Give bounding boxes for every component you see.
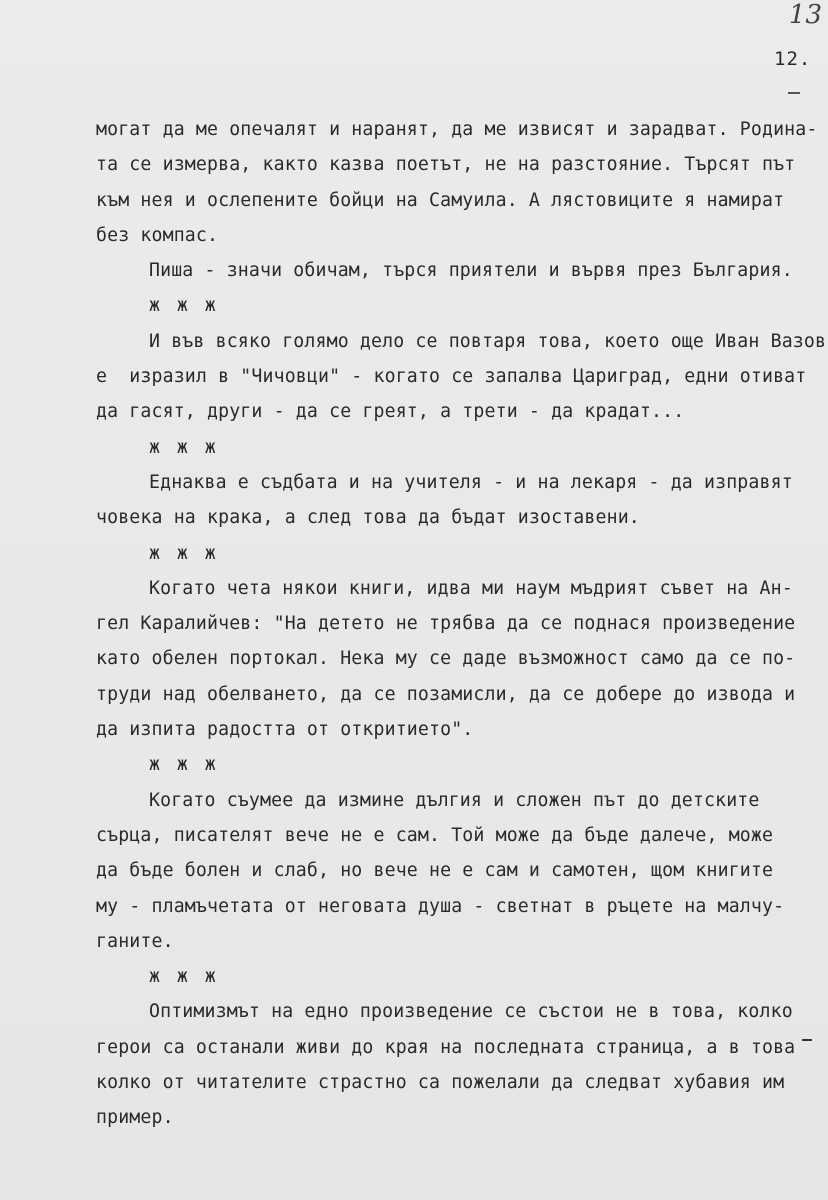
text-line: ганите.: [96, 930, 174, 952]
handwritten-page-number: 13: [788, 0, 822, 30]
text-line: та се измерва, както казва поетът, не на разстояние. Търсят път: [96, 154, 796, 176]
text-line: Еднаква е съдбата и на учителя - и на лекаря - да изправят: [149, 471, 793, 493]
text-line: Когато съумее да измине дългия и сложен път до детските: [149, 789, 760, 811]
text-line: да изпита радостта от откритието".: [96, 719, 474, 741]
margin-dash-mark: [802, 1039, 812, 1041]
section-separator: ж ж ж: [149, 295, 219, 317]
text-line: без компас.: [96, 224, 219, 246]
text-line: труди над обелването, да се позамисли, да се добере до извода и: [96, 683, 796, 705]
text-line: да бъде болен и слаб, но вече не е сам и самотен, щом книгите: [96, 860, 774, 882]
text-line: могат да ме опечалят и наранят, да ме извисят и зарадват. Родина-: [96, 119, 818, 140]
section-separator: ж ж ж: [149, 436, 219, 458]
section-separator: ж ж ж: [149, 542, 219, 564]
section-separator: ж ж ж: [149, 754, 219, 776]
text-line: сърца, писателят вече не е сам. Той може да бъде далече, може: [96, 824, 774, 846]
text-line: Когато чета някои книги, идва ми наум мъдрият съвет на Ан-: [149, 577, 793, 599]
text-line: като обелен портокал. Нека му се даде възможност само да се по-: [96, 648, 796, 670]
page-number-dash: [788, 92, 800, 94]
text-line: да гасят, други - да се греят, а трети - да крадат...: [96, 401, 685, 423]
text-line: е изразил в "Чичовци" - когато се запалва Цариград, едни отиват: [96, 366, 807, 388]
typed-page-number: 12.: [774, 48, 812, 70]
text-line: гел Каралийчев: "На детето не трябва да се поднася произведение: [96, 613, 796, 635]
text-line: И във всяко голямо дело се повтаря това, което още Иван Вазов: [149, 330, 827, 352]
text-line: човека на крака, а след това да бъдат изоставени.: [96, 507, 640, 529]
text-line: герои са останали живи до края на последната страница, а в това: [96, 1036, 796, 1058]
text-line: Оптимизмът на едно произведение се състои не в това, колко: [149, 1001, 793, 1023]
section-separator: ж ж ж: [149, 966, 219, 988]
text-line: Пиша - значи обичам, търся приятели и вървя през България.: [149, 260, 793, 282]
text-line: му - пламъчетата от неговата душа - светнат в ръцете на малчу-: [96, 895, 785, 917]
body-text: [96, 112, 827, 1136]
text-line: пример.: [96, 1107, 174, 1129]
text-line: колко от читателите страстно са пожелали да следват хубавия им: [96, 1072, 785, 1094]
text-line: към нея и ослепените бойци на Самуила. А лястовиците я намират: [96, 189, 785, 211]
